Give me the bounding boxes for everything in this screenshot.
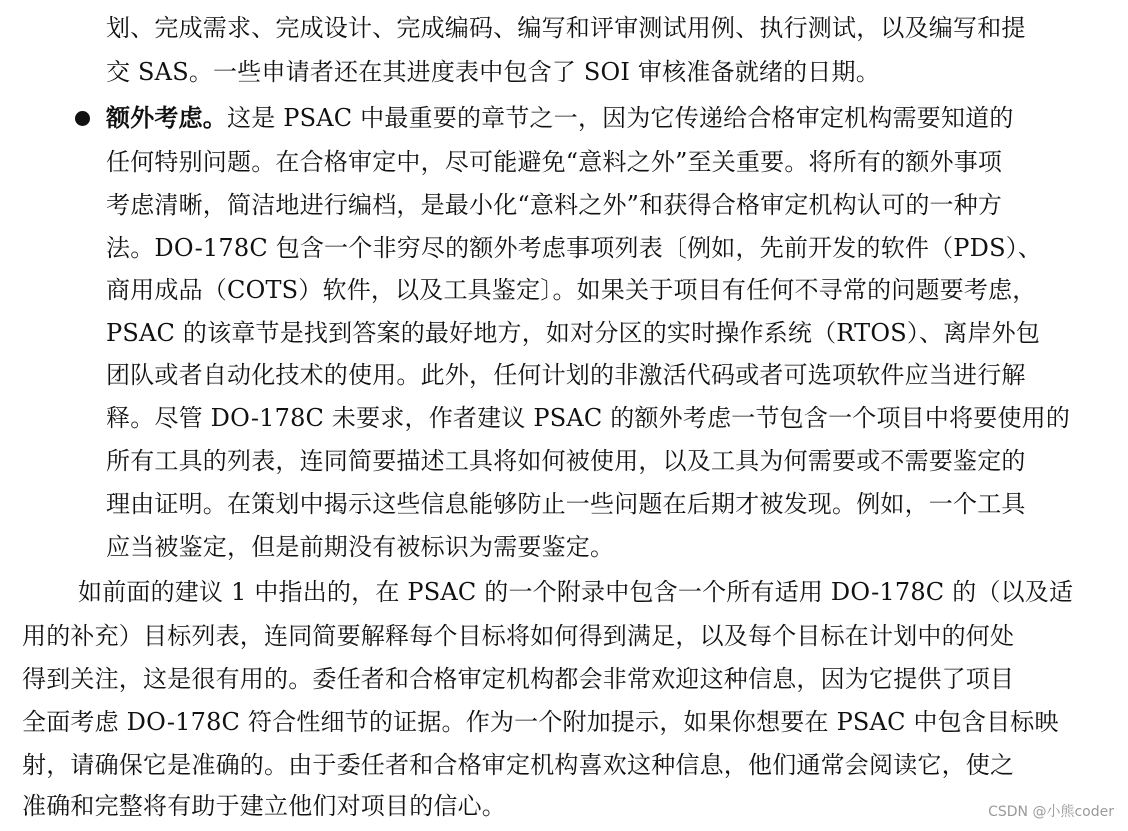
paragraph-line: 准确和完整将有助于建立他们对项目的信心。 [22, 792, 506, 820]
bullet-line: 考虑清晰，简洁地进行编档，是最小化“意料之外”和获得合格审定机构认可的一种方 [106, 191, 1003, 219]
bullet-title: 额外考虑。 [106, 103, 227, 132]
bullet-line: 任何特别问题。在合格审定中，尽可能避免“意料之外”至关重要。将所有的额外事项 [106, 148, 1003, 176]
bullet-first-line [106, 98, 1014, 138]
bullet-line: 商用成品（COTS）软件，以及工具鉴定〕。如果关于项目有任何不寻常的问题要考虑， [106, 276, 1037, 304]
intro-line-1: 划、完成需求、完成设计、完成编码、编写和评审测试用例、执行测试，以及编写和提 [106, 14, 1026, 42]
paragraph-line: 射，请确保它是准确的。由于委任者和合格审定机构喜欢这种信息，他们通常会阅读它，使之 [22, 751, 1015, 779]
paragraph-line: 如前面的建议 1 中指出的，在 PSAC 的一个附录中包含一个所有适用 DO-178C 的（以及适 [78, 578, 1074, 606]
bullet-line: 所有工具的列表，连同简要描述工具将如何被使用，以及工具为何需要或不需要鉴定的 [106, 447, 1026, 475]
paragraph-line: 全面考虑 DO-178C 符合性细节的证据。作为一个附加提示，如果你想要在 PSAC 中包含目标映 [22, 708, 1059, 736]
bullet-icon [75, 111, 90, 126]
paragraph-line: 得到关注，这是很有用的。委任者和合格审定机构都会非常欢迎这种信息，因为它提供了项目 [22, 665, 1015, 693]
bullet-first-line-text: 这是 PSAC 中最重要的章节之一，因为它传递给合格审定机构需要知道的 [227, 104, 1014, 132]
bullet-line: 团队或者自动化技术的使用。此外，任何计划的非激活代码或者可选项软件应当进行解 [106, 361, 1026, 389]
intro-line-2: 交 SAS。一些申请者还在其进度表中包含了 SOI 审核准备就绪的日期。 [106, 58, 880, 86]
bullet-line: 法。DO-178C 包含一个非穷尽的额外考虑事项列表〔例如，先前开发的软件（PDS）、 [106, 234, 1043, 262]
bullet-line: 释。尽管 DO-178C 未要求，作者建议 PSAC 的额外考虑一节包含一个项目中将要使用的 [106, 404, 1071, 432]
bullet-line: PSAC 的该章节是找到答案的最好地方，如对分区的实时操作系统（RTOS）、离岸外包 [106, 319, 1041, 347]
bullet-line: 理由证明。在策划中揭示这些信息能够防止一些问题在后期才被发现。例如，一个工具 [106, 490, 1026, 518]
paragraph-line: 用的补充）目标列表，连同简要解释每个目标将如何得到满足，以及每个目标在计划中的何处 [22, 622, 1015, 650]
bullet-line: 应当被鉴定，但是前期没有被标识为需要鉴定。 [106, 533, 615, 561]
watermark: CSDN @小熊coder [988, 804, 1114, 820]
